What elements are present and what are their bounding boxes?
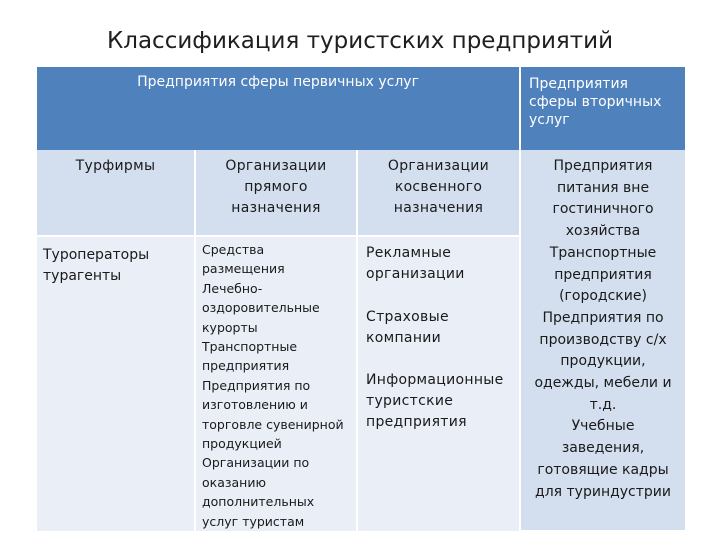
list-item: услуг туристам xyxy=(202,513,305,529)
cell-tour-firms: Турфирмы xyxy=(37,150,195,236)
item-line: предприятия xyxy=(366,414,467,430)
item-line: компании xyxy=(366,330,442,346)
cell-indirect-purpose-list xyxy=(357,236,520,531)
cell-line: назначения xyxy=(393,200,484,216)
classification-table xyxy=(37,67,685,532)
header-secondary-line: Предприятия xyxy=(529,76,628,92)
cell-line: назначения xyxy=(231,200,321,216)
item-line: туристские xyxy=(366,393,454,409)
cell-direct-purpose-list xyxy=(195,236,357,531)
list-item: оказанию xyxy=(202,474,266,490)
item-line: организации xyxy=(366,266,465,282)
list-item: Средства xyxy=(202,242,265,257)
list-item: (городские) xyxy=(559,288,647,305)
list-item-information xyxy=(366,370,517,433)
list-item: продукцией xyxy=(202,436,282,452)
cell-line: Организации xyxy=(387,158,490,174)
list-item: заведения, xyxy=(561,440,645,457)
list-item: питания вне xyxy=(556,179,650,196)
list-item: готовящие кадры xyxy=(537,461,669,478)
header-secondary-line: сферы вторичных xyxy=(529,94,662,110)
list-item: курорты xyxy=(202,319,258,335)
list-item: размещения xyxy=(202,261,285,277)
cell-line: Туроператоры xyxy=(43,247,150,263)
list-item: т.д. xyxy=(589,396,617,413)
list-item: гостиничного xyxy=(552,201,654,218)
cell-line: турагенты xyxy=(43,268,122,284)
list-item: одежды, мебели и xyxy=(534,375,672,392)
item-line: Страховые xyxy=(366,309,449,325)
list-item: Транспортные xyxy=(549,244,657,261)
cell-tour-operators xyxy=(37,236,195,531)
list-item: для туриндустрии xyxy=(535,483,671,500)
header-primary-services: Предприятия сферы первичных услуг xyxy=(37,67,520,150)
secondary-services-list xyxy=(520,150,685,531)
item-line: Информационные xyxy=(366,372,504,388)
list-item: хозяйства xyxy=(565,223,641,240)
cell-line: косвенного xyxy=(394,179,483,195)
list-item: Организации по xyxy=(202,455,310,471)
item-line: Рекламные xyxy=(366,245,452,261)
list-item: предприятия xyxy=(202,358,290,374)
page-title: Классификация туристских предприятий xyxy=(106,28,614,54)
cell-indirect-purpose xyxy=(357,150,520,236)
list-item-advertising xyxy=(366,243,517,285)
list-item: производству с/х xyxy=(539,331,667,348)
list-item: Предприятия по xyxy=(542,309,664,326)
header-secondary-line: услуг xyxy=(529,112,570,128)
cell-direct-purpose xyxy=(195,150,357,236)
list-item: Учебные xyxy=(571,418,635,435)
list-item: Предприятия xyxy=(553,158,653,174)
list-item: оздоровительные xyxy=(202,300,320,316)
list-item: дополнительных xyxy=(202,494,315,510)
list-item: Лечебно- xyxy=(202,280,263,296)
list-item: Транспортные xyxy=(202,339,298,355)
list-item: Предприятия по xyxy=(202,377,311,393)
list-item-insurance xyxy=(366,307,517,349)
list-item: предприятия xyxy=(554,266,652,283)
cell-line: прямого xyxy=(244,179,308,195)
list-item: продукции, xyxy=(560,353,646,370)
list-item: изготовлению и xyxy=(202,397,308,413)
cell-line: Организации xyxy=(225,158,327,174)
header-secondary-services xyxy=(520,67,685,150)
list-item: торговле сувенирной xyxy=(202,416,344,432)
